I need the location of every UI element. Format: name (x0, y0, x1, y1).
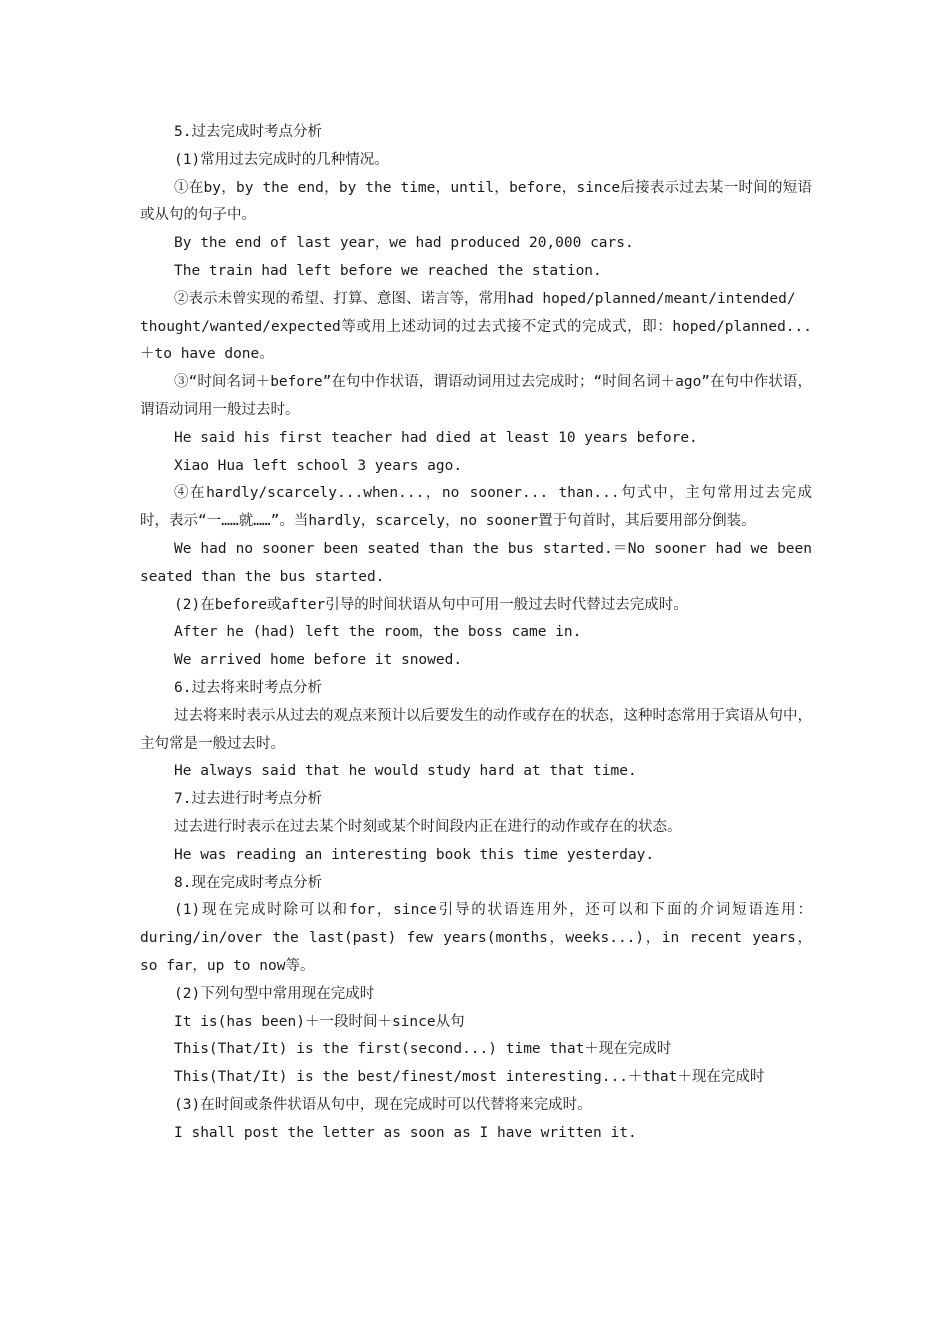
example-sentence: By the end of last year，we had produced 20,000 cars. (174, 235, 634, 252)
rule-4: ④在hardly/scarcely...when...，no sooner... than...句式中，主句常用过去完成时，表示“一……就……”。当hardly，scarcely，no sooner置于句首时，其后要用部分倒装。 (140, 485, 812, 530)
example-sentence: I shall post the letter as soon as I have written it. (174, 1124, 637, 1141)
explanation: 过去将来时表示从过去的观点来预计以后要发生的动作或存在的状态，这种时态常用于宾语从句中，主句常是一般过去时。 (140, 707, 812, 752)
subheading-common-uses: (1)常用过去完成时的几种情况。 (174, 151, 389, 168)
document-page (140, 119, 812, 1147)
rule-1: ①在by，by the end，by the time，until，before，since后接表示过去某一时间的短语或从句的句子中。 (140, 179, 812, 224)
sentence-pattern: It is(has been)＋一段时间＋since从句 (174, 1013, 465, 1030)
rule-2: ②表示未曾实现的希望、打算、意图、诺言等，常用had hoped/planned/meant/intended/ (174, 290, 796, 307)
section-heading-present-perfect: 8.现在完成时考点分析 (174, 874, 322, 891)
section-heading-past-progressive: 7.过去进行时考点分析 (174, 791, 322, 808)
example-sentence: After he (had) left the room，the boss came in. (174, 624, 582, 641)
subheading-before-after: (2)在before或after引导的时间状语从句中可用一般过去时代替过去完成时。 (174, 596, 688, 613)
example-sentence: He said his first teacher had died at least 10 years before. (174, 429, 698, 446)
sentence-pattern: This(That/It) is the first(second...) time that＋现在完成时 (174, 1041, 672, 1058)
sentence-pattern: This(That/It) is the best/finest/most interesting...＋that＋现在完成时 (174, 1069, 765, 1086)
rule-3: ③“时间名词＋before”在句中作状语，谓语动词用过去完成时；“时间名词＋ago”在句中作状语，谓语动词用一般过去时。 (140, 374, 812, 418)
example-sentence: Xiao Hua left school 3 years ago. (174, 457, 463, 474)
example-sentence: He always said that he would study hard at that time. (174, 763, 637, 780)
explanation: 过去进行时表示在过去某个时刻或某个时间段内正在进行的动作或存在的状态。 (174, 818, 682, 835)
subheading-time-condition-clauses: (3)在时间或条件状语从句中，现在完成时可以代替将来完成时。 (174, 1096, 592, 1113)
section-heading-past-perfect: 5.过去完成时考点分析 (174, 124, 322, 140)
subheading-sentence-patterns: (2)下列句型中常用现在完成时 (174, 985, 375, 1002)
subheading-prepositional-phrases: (1)现在完成时除可以和for，since引导的状语连用外，还可以和下面的介词短语连用：during/in/over the last(past) few years(months，weeks...)，in recent years，so far，up to now等。 (140, 902, 812, 974)
rule-2-continued: thought/wanted/expected等或用上述动词的过去式接不定式的完成式，即：hoped/planned...＋to have done。 (140, 318, 812, 363)
example-sentence: We arrived home before it snowed. (174, 652, 463, 669)
section-heading-future-in-past: 6.过去将来时考点分析 (174, 679, 322, 696)
example-sentence: The train had left before we reached the station. (174, 262, 602, 279)
example-sentence: He was reading an interesting book this time yesterday. (174, 846, 655, 863)
example-sentence: We had no sooner been seated than the bus started.＝No sooner had we been seated than the bus started. (140, 540, 812, 585)
